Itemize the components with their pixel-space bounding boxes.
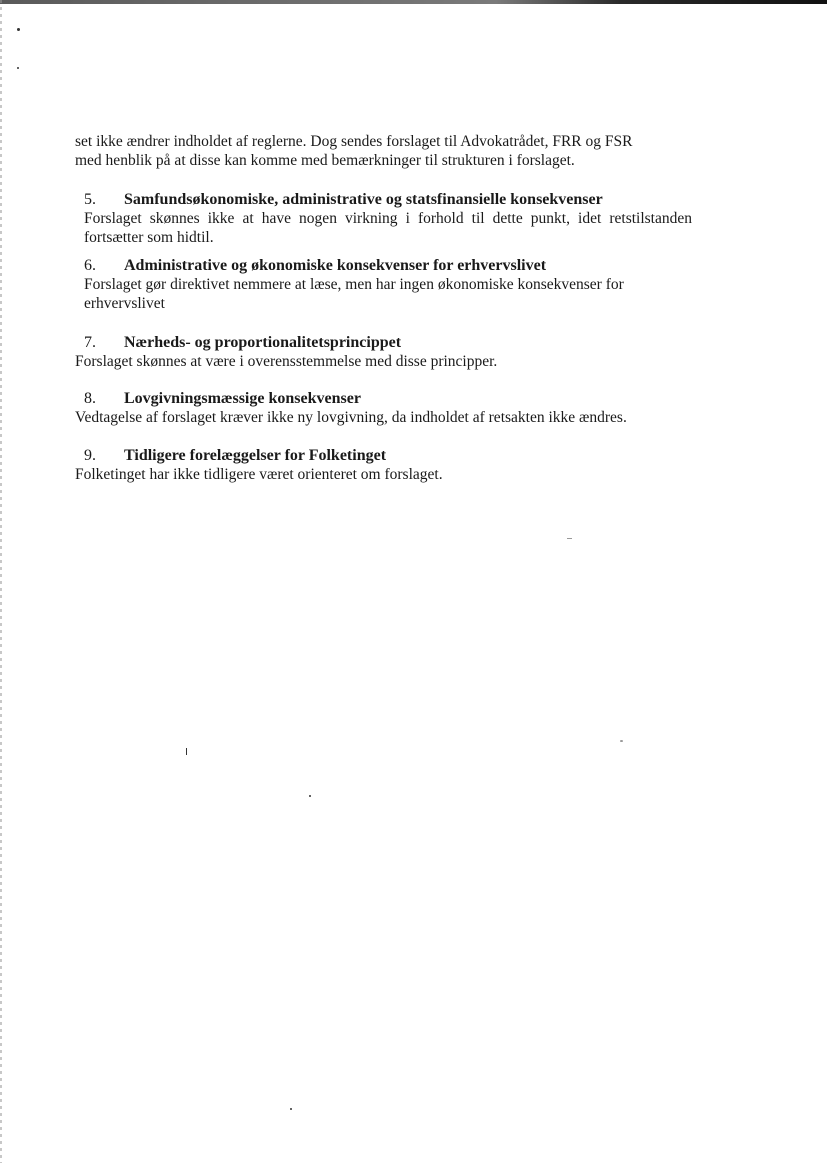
scan-speck [620, 740, 623, 742]
scan-speck [290, 1108, 292, 1110]
section-title: Nærheds- og proportionalitetsprincippet [124, 334, 402, 351]
scan-speck [567, 538, 572, 539]
section-number: 6. [84, 257, 96, 274]
section-heading [84, 256, 674, 275]
intro-paragraph [75, 132, 715, 170]
section-text: Forslaget gør direktivet nemmere at læse, men har ingen økonomiske konsekvenser for erhvervslivet [84, 276, 624, 312]
page-left-edge [0, 0, 2, 1163]
intro-line-2: med henblik på at disse kan komme med bemærkninger til strukturen i forslaget. [75, 152, 575, 169]
scan-speck [17, 28, 20, 31]
page-top-rule [0, 0, 827, 4]
section-title: Administrative og økonomiske konsekvenser for erhvervslivet [124, 257, 547, 274]
section-body [75, 408, 715, 427]
section-title: Tidligere forelæggelser for Folketinget [124, 447, 387, 464]
section-heading [75, 389, 715, 408]
section-9 [75, 446, 715, 484]
section-body [75, 352, 715, 371]
section-heading [75, 333, 715, 352]
section-text: Folketinget har ikke tidligere været orienteret om forslaget. [75, 466, 443, 483]
section-text: Vedtagelse af forslaget kræver ikke ny lovgivning, da indholdet af retsakten ikke ændres. [75, 409, 627, 426]
section-number: 7. [84, 334, 96, 351]
section-body [84, 275, 674, 313]
intro-line-1: set ikke ændrer indholdet af reglerne. Dog sendes forslaget til Advokatrådet, FRR og FSR [75, 133, 633, 150]
section-8 [75, 389, 715, 427]
section-7 [75, 333, 715, 371]
section-heading [84, 190, 692, 209]
scan-speck [186, 748, 187, 755]
section-heading [75, 446, 715, 465]
section-text: Forslaget skønnes at være i overensstemmelse med disse principper. [75, 353, 498, 370]
section-5 [84, 190, 692, 247]
section-title: Samfundsøkonomiske, administrative og statsfinansielle konsekvenser [124, 191, 603, 208]
section-number: 8. [84, 390, 96, 407]
scan-speck [309, 795, 311, 797]
section-text: Forslaget skønnes ikke at have nogen virkning i forhold til dette punkt, idet retstilstanden fortsætter som hidtil. [84, 210, 692, 246]
section-body [84, 209, 692, 247]
scan-speck [17, 67, 19, 69]
section-number: 5. [84, 191, 96, 208]
section-title: Lovgivningsmæssige konsekvenser [124, 390, 361, 407]
section-6 [84, 256, 674, 313]
section-number: 9. [84, 447, 96, 464]
section-body [75, 465, 715, 484]
